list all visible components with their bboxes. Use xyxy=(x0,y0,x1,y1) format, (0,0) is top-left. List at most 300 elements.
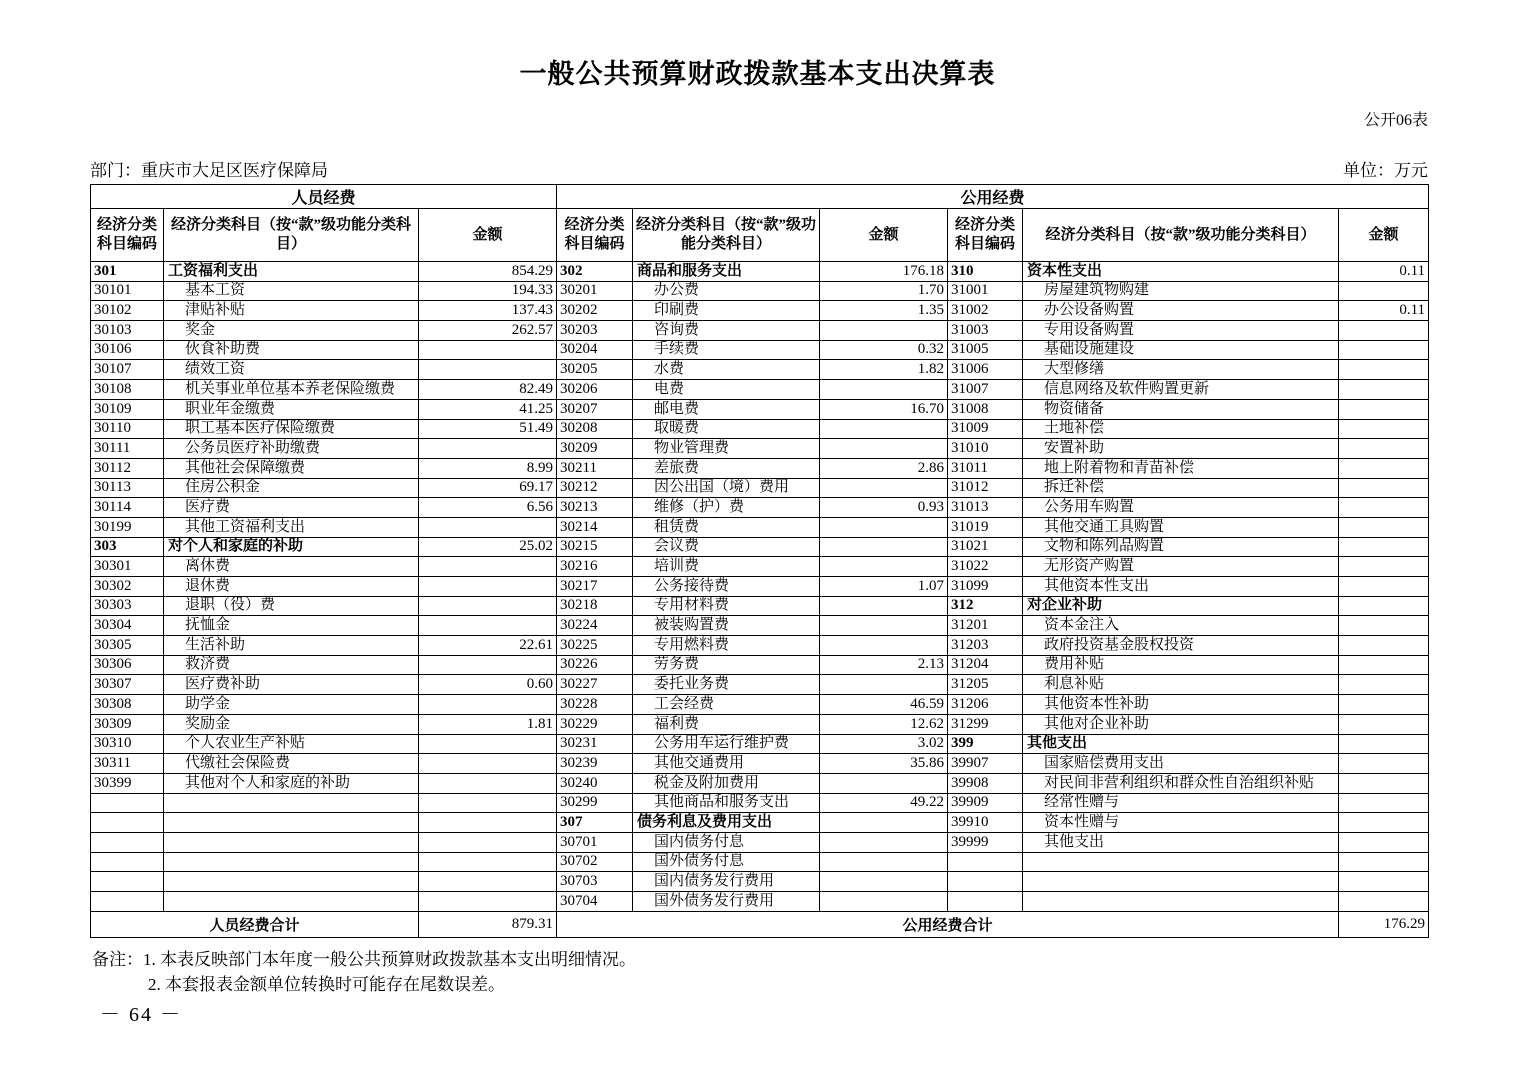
subject-cell: 国外债务发行费用 xyxy=(633,892,820,912)
subject-cell xyxy=(164,793,419,813)
subject-cell: 医疗费补助 xyxy=(164,675,419,695)
amount-cell: 0.93 xyxy=(820,498,948,518)
table-row xyxy=(91,616,1429,636)
table-row xyxy=(91,399,1429,419)
code-cell: 30101 xyxy=(91,281,164,301)
amount-cell: 3.02 xyxy=(820,734,948,754)
amount-cell: 0.32 xyxy=(820,340,948,360)
code-cell xyxy=(91,872,164,892)
code-cell: 30106 xyxy=(91,340,164,360)
amount-cell xyxy=(1339,675,1429,695)
amount-cell: 1.81 xyxy=(419,714,557,734)
code-cell: 30310 xyxy=(91,734,164,754)
subject-cell: 其他对个人和家庭的补助 xyxy=(164,773,419,793)
amount-cell xyxy=(419,517,557,537)
subject-cell: 专用燃料费 xyxy=(633,636,820,656)
subject-cell: 其他交通费用 xyxy=(633,754,820,774)
amount-cell: 35.86 xyxy=(820,754,948,774)
amount-cell: 82.49 xyxy=(419,380,557,400)
table-row xyxy=(91,262,1429,282)
subject-cell: 安置补助 xyxy=(1023,439,1339,459)
column-header-subject: 经济分类科目（按“款”级功能分类科目） xyxy=(633,209,820,262)
code-cell: 30216 xyxy=(557,557,633,577)
code-cell: 31205 xyxy=(948,675,1023,695)
code-cell: 30109 xyxy=(91,399,164,419)
amount-cell xyxy=(1339,360,1429,380)
table-row xyxy=(91,675,1429,695)
table-row xyxy=(91,872,1429,892)
subject-cell: 房屋建筑物购建 xyxy=(1023,281,1339,301)
code-cell: 30212 xyxy=(557,478,633,498)
amount-cell: 2.13 xyxy=(820,655,948,675)
code-cell: 30226 xyxy=(557,655,633,675)
code-cell: 31099 xyxy=(948,577,1023,597)
code-cell: 30303 xyxy=(91,596,164,616)
amount-cell xyxy=(419,616,557,636)
subject-cell: 其他商品和服务支出 xyxy=(633,793,820,813)
amount-cell xyxy=(1339,714,1429,734)
amount-cell: 1.35 xyxy=(820,301,948,321)
amount-cell: 1.07 xyxy=(820,577,948,597)
amount-cell: 1.82 xyxy=(820,360,948,380)
code-cell: 30239 xyxy=(557,754,633,774)
code-cell: 39909 xyxy=(948,793,1023,813)
subject-cell: 其他工资福利支出 xyxy=(164,517,419,537)
amount-cell xyxy=(1339,419,1429,439)
personnel-total-label: 人员经费合计 xyxy=(91,911,419,937)
code-cell: 30199 xyxy=(91,517,164,537)
amount-cell xyxy=(820,832,948,852)
page-number: － 64 － xyxy=(100,1004,182,1026)
subject-cell: 维修（护）费 xyxy=(633,498,820,518)
subject-cell: 福利费 xyxy=(633,714,820,734)
subject-cell: 公务员医疗补助缴费 xyxy=(164,439,419,459)
amount-cell: 46.59 xyxy=(820,695,948,715)
subject-cell: 职业年金缴费 xyxy=(164,399,419,419)
code-cell: 30110 xyxy=(91,419,164,439)
table-row xyxy=(91,419,1429,439)
subject-cell: 公务接待费 xyxy=(633,577,820,597)
amount-cell xyxy=(419,734,557,754)
code-cell xyxy=(948,892,1023,912)
amount-cell: 0.11 xyxy=(1339,301,1429,321)
code-cell: 30215 xyxy=(557,537,633,557)
code-cell: 30207 xyxy=(557,399,633,419)
amount-cell: 41.25 xyxy=(419,399,557,419)
subject-cell: 基本工资 xyxy=(164,281,419,301)
public-section-header: 公用经费 xyxy=(557,185,1429,209)
subject-cell: 办公费 xyxy=(633,281,820,301)
amount-cell xyxy=(1339,636,1429,656)
code-cell: 30113 xyxy=(91,478,164,498)
subject-cell: 手续费 xyxy=(633,340,820,360)
subject-cell: 信息网络及软件购置更新 xyxy=(1023,380,1339,400)
code-cell: 30208 xyxy=(557,419,633,439)
amount-cell xyxy=(1339,852,1429,872)
subject-cell: 办公设备购置 xyxy=(1023,301,1339,321)
subject-cell: 专用材料费 xyxy=(633,596,820,616)
subject-cell: 奖金 xyxy=(164,321,419,341)
amount-cell xyxy=(1339,813,1429,833)
code-cell: 30228 xyxy=(557,695,633,715)
code-cell: 31003 xyxy=(948,321,1023,341)
table-row xyxy=(91,321,1429,341)
subject-cell: 代缴社会保险费 xyxy=(164,754,419,774)
amount-cell xyxy=(820,616,948,636)
column-header-code: 经济分类科目编码 xyxy=(948,209,1023,262)
subject-cell: 公务用车购置 xyxy=(1023,498,1339,518)
table-row xyxy=(91,892,1429,912)
amount-cell: 25.02 xyxy=(419,537,557,557)
subject-cell: 工会经费 xyxy=(633,695,820,715)
column-header-code: 经济分类科目编码 xyxy=(91,209,164,262)
code-cell: 30103 xyxy=(91,321,164,341)
subject-cell: 政府投资基金股权投资 xyxy=(1023,636,1339,656)
code-cell: 31013 xyxy=(948,498,1023,518)
amount-cell xyxy=(1339,596,1429,616)
code-cell: 30107 xyxy=(91,360,164,380)
amount-cell: 176.18 xyxy=(820,262,948,282)
public-total-label: 公用经费合计 xyxy=(557,911,1339,937)
subject-cell: 助学金 xyxy=(164,695,419,715)
amount-cell xyxy=(419,773,557,793)
amount-cell xyxy=(1339,577,1429,597)
public-total-value: 176.29 xyxy=(1339,911,1429,937)
table-row xyxy=(91,852,1429,872)
subject-cell xyxy=(164,832,419,852)
amount-cell xyxy=(820,537,948,557)
note-line-1: 备注：1. 本表反映部门本年度一般公共预算财政拨款基本支出明细情况。 xyxy=(92,949,636,969)
code-cell: 310 xyxy=(948,262,1023,282)
table-row xyxy=(91,793,1429,813)
amount-cell xyxy=(419,813,557,833)
amount-cell: 69.17 xyxy=(419,478,557,498)
amount-cell: 262.57 xyxy=(419,321,557,341)
code-cell: 303 xyxy=(91,537,164,557)
code-cell: 31005 xyxy=(948,340,1023,360)
subject-cell: 抚恤金 xyxy=(164,616,419,636)
subject-cell: 费用补贴 xyxy=(1023,655,1339,675)
subject-cell: 国外债务付息 xyxy=(633,852,820,872)
amount-cell xyxy=(419,852,557,872)
subject-cell: 对企业补助 xyxy=(1023,596,1339,616)
meta-row xyxy=(90,156,1428,181)
code-cell: 30111 xyxy=(91,439,164,459)
personnel-total-value: 879.31 xyxy=(419,911,557,937)
amount-cell xyxy=(1339,517,1429,537)
code-cell: 30214 xyxy=(557,517,633,537)
code-cell: 30704 xyxy=(557,892,633,912)
subject-cell: 其他支出 xyxy=(1023,832,1339,852)
amount-cell xyxy=(1339,793,1429,813)
subject-cell: 其他资本性补助 xyxy=(1023,695,1339,715)
subject-cell: 租赁费 xyxy=(633,517,820,537)
subject-cell: 绩效工资 xyxy=(164,360,419,380)
table-row xyxy=(91,754,1429,774)
table-row xyxy=(91,340,1429,360)
subject-cell: 培训费 xyxy=(633,557,820,577)
subject-cell: 对民间非营利组织和群众性自治组织补贴 xyxy=(1023,773,1339,793)
code-cell: 30202 xyxy=(557,301,633,321)
table-row xyxy=(91,281,1429,301)
amount-cell xyxy=(1339,321,1429,341)
subject-cell: 劳务费 xyxy=(633,655,820,675)
code-cell: 31011 xyxy=(948,458,1023,478)
code-cell: 39999 xyxy=(948,832,1023,852)
subject-cell: 会议费 xyxy=(633,537,820,557)
amount-cell xyxy=(1339,754,1429,774)
subject-cell xyxy=(1023,852,1339,872)
code-cell: 30304 xyxy=(91,616,164,636)
amount-cell: 0.60 xyxy=(419,675,557,695)
code-cell: 30306 xyxy=(91,655,164,675)
subject-cell: 其他对企业补助 xyxy=(1023,714,1339,734)
code-cell: 30204 xyxy=(557,340,633,360)
subject-cell: 个人农业生产补贴 xyxy=(164,734,419,754)
subject-cell: 基础设施建设 xyxy=(1023,340,1339,360)
amount-cell xyxy=(820,380,948,400)
amount-cell xyxy=(820,478,948,498)
amount-cell xyxy=(1339,773,1429,793)
code-cell: 31206 xyxy=(948,695,1023,715)
amount-cell xyxy=(820,675,948,695)
subject-cell: 奖励金 xyxy=(164,714,419,734)
amount-cell xyxy=(1339,872,1429,892)
code-cell: 31021 xyxy=(948,537,1023,557)
amount-cell: 12.62 xyxy=(820,714,948,734)
amount-cell xyxy=(820,596,948,616)
code-cell: 30108 xyxy=(91,380,164,400)
code-cell: 31002 xyxy=(948,301,1023,321)
code-cell: 31008 xyxy=(948,399,1023,419)
amount-cell xyxy=(1339,695,1429,715)
code-cell: 31019 xyxy=(948,517,1023,537)
code-cell: 30114 xyxy=(91,498,164,518)
subject-cell: 商品和服务支出 xyxy=(633,262,820,282)
code-cell: 30308 xyxy=(91,695,164,715)
table-row xyxy=(91,714,1429,734)
amount-cell xyxy=(1339,399,1429,419)
totals-row xyxy=(91,911,1429,937)
code-cell: 31204 xyxy=(948,655,1023,675)
subject-cell: 印刷费 xyxy=(633,301,820,321)
subject-cell: 国家赔偿费用支出 xyxy=(1023,754,1339,774)
subject-cell: 资本性支出 xyxy=(1023,262,1339,282)
code-cell: 30209 xyxy=(557,439,633,459)
amount-cell xyxy=(820,813,948,833)
column-header-subject: 经济分类科目（按“款”级功能分类科目） xyxy=(164,209,419,262)
code-cell: 30112 xyxy=(91,458,164,478)
code-cell: 30701 xyxy=(557,832,633,852)
code-cell xyxy=(91,793,164,813)
table-row xyxy=(91,301,1429,321)
subject-cell: 无形资产购置 xyxy=(1023,557,1339,577)
code-cell: 302 xyxy=(557,262,633,282)
amount-cell xyxy=(419,596,557,616)
amount-cell: 0.11 xyxy=(1339,262,1429,282)
code-cell: 30102 xyxy=(91,301,164,321)
table-row xyxy=(91,655,1429,675)
amount-cell: 49.22 xyxy=(820,793,948,813)
amount-cell xyxy=(419,695,557,715)
subject-cell: 住房公积金 xyxy=(164,478,419,498)
column-header-amount: 金额 xyxy=(1339,209,1429,262)
table-row xyxy=(91,577,1429,597)
subject-cell xyxy=(1023,872,1339,892)
amount-cell xyxy=(820,419,948,439)
amount-cell: 137.43 xyxy=(419,301,557,321)
amount-cell xyxy=(419,655,557,675)
code-cell: 30227 xyxy=(557,675,633,695)
subject-cell: 国内债务付息 xyxy=(633,832,820,852)
amount-cell xyxy=(419,793,557,813)
subject-cell: 国内债务发行费用 xyxy=(633,872,820,892)
subject-cell xyxy=(164,892,419,912)
notes xyxy=(92,947,1515,998)
table-row xyxy=(91,439,1429,459)
subject-cell: 大型修缮 xyxy=(1023,360,1339,380)
expenditure-table xyxy=(90,184,1429,938)
subject-cell: 因公出国（境）费用 xyxy=(633,478,820,498)
code-cell: 31007 xyxy=(948,380,1023,400)
subject-cell: 差旅费 xyxy=(633,458,820,478)
code-cell: 39907 xyxy=(948,754,1023,774)
subject-cell: 职工基本医疗保险缴费 xyxy=(164,419,419,439)
table-row xyxy=(91,557,1429,577)
table-row xyxy=(91,478,1429,498)
amount-cell xyxy=(1339,537,1429,557)
amount-cell: 51.49 xyxy=(419,419,557,439)
subject-cell: 退职（役）费 xyxy=(164,596,419,616)
code-cell: 30399 xyxy=(91,773,164,793)
amount-cell: 194.33 xyxy=(419,281,557,301)
table-row xyxy=(91,498,1429,518)
amount-cell xyxy=(820,773,948,793)
amount-cell xyxy=(820,636,948,656)
code-cell: 312 xyxy=(948,596,1023,616)
amount-cell xyxy=(1339,458,1429,478)
table-row xyxy=(91,380,1429,400)
subject-cell: 拆迁补偿 xyxy=(1023,478,1339,498)
subject-cell xyxy=(1023,892,1339,912)
personnel-section-header: 人员经费 xyxy=(91,185,557,209)
code-cell: 30302 xyxy=(91,577,164,597)
amount-cell xyxy=(820,892,948,912)
subject-cell: 津贴补贴 xyxy=(164,301,419,321)
subject-cell: 税金及附加费用 xyxy=(633,773,820,793)
subject-cell: 咨询费 xyxy=(633,321,820,341)
section-header-row xyxy=(91,185,1429,209)
code-cell: 30211 xyxy=(557,458,633,478)
amount-cell: 2.86 xyxy=(820,458,948,478)
amount-cell xyxy=(1339,439,1429,459)
amount-cell xyxy=(1339,478,1429,498)
amount-cell: 8.99 xyxy=(419,458,557,478)
amount-cell xyxy=(1339,340,1429,360)
code-cell: 30217 xyxy=(557,577,633,597)
amount-cell xyxy=(1339,655,1429,675)
subject-cell xyxy=(164,872,419,892)
subject-cell: 救济费 xyxy=(164,655,419,675)
table-row xyxy=(91,734,1429,754)
code-cell: 31022 xyxy=(948,557,1023,577)
code-cell: 301 xyxy=(91,262,164,282)
subject-cell: 其他资本性支出 xyxy=(1023,577,1339,597)
subject-cell: 伙食补助费 xyxy=(164,340,419,360)
note-line-2: 2. 本套报表金额单位转换时可能存在尾数误差。 xyxy=(148,975,505,995)
code-cell: 30206 xyxy=(557,380,633,400)
subject-cell: 其他交通工具购置 xyxy=(1023,517,1339,537)
subject-cell: 被装购置费 xyxy=(633,616,820,636)
code-cell: 30224 xyxy=(557,616,633,636)
subject-cell: 取暖费 xyxy=(633,419,820,439)
subject-cell: 退休费 xyxy=(164,577,419,597)
table-body xyxy=(91,262,1429,912)
code-cell: 30301 xyxy=(91,557,164,577)
subject-cell: 土地补偿 xyxy=(1023,419,1339,439)
subject-cell: 机关事业单位基本养老保险缴费 xyxy=(164,380,419,400)
amount-cell xyxy=(419,577,557,597)
code-cell: 30205 xyxy=(557,360,633,380)
code-cell: 31203 xyxy=(948,636,1023,656)
column-header-amount: 金额 xyxy=(419,209,557,262)
amount-cell xyxy=(820,321,948,341)
amount-cell xyxy=(1339,557,1429,577)
code-cell: 30240 xyxy=(557,773,633,793)
code-cell: 399 xyxy=(948,734,1023,754)
amount-cell: 22.61 xyxy=(419,636,557,656)
code-cell: 31010 xyxy=(948,439,1023,459)
table-row xyxy=(91,773,1429,793)
code-cell xyxy=(948,852,1023,872)
amount-cell: 6.56 xyxy=(419,498,557,518)
column-header-amount: 金额 xyxy=(820,209,948,262)
code-cell: 31012 xyxy=(948,478,1023,498)
table-code-label: 公开06表 xyxy=(1363,112,1428,129)
amount-cell xyxy=(1339,734,1429,754)
subject-cell: 公务用车运行维护费 xyxy=(633,734,820,754)
amount-cell xyxy=(820,517,948,537)
subject-cell: 电费 xyxy=(633,380,820,400)
subject-cell xyxy=(164,813,419,833)
code-cell xyxy=(91,832,164,852)
table-row xyxy=(91,832,1429,852)
table-row xyxy=(91,695,1429,715)
subject-cell: 资本性赠与 xyxy=(1023,813,1339,833)
column-header-subject: 经济分类科目（按“款”级功能分类科目） xyxy=(1023,209,1339,262)
table-row xyxy=(91,517,1429,537)
amount-cell xyxy=(419,439,557,459)
subject-cell: 水费 xyxy=(633,360,820,380)
code-cell: 39910 xyxy=(948,813,1023,833)
table-row xyxy=(91,813,1429,833)
code-cell xyxy=(91,852,164,872)
amount-cell xyxy=(1339,832,1429,852)
subject-cell xyxy=(164,852,419,872)
code-cell: 30702 xyxy=(557,852,633,872)
code-cell xyxy=(91,892,164,912)
code-cell: 30311 xyxy=(91,754,164,774)
unit-label: 单位：万元 xyxy=(1343,161,1428,180)
subject-cell: 工资福利支出 xyxy=(164,262,419,282)
amount-cell xyxy=(419,892,557,912)
amount-cell xyxy=(419,832,557,852)
code-cell: 31201 xyxy=(948,616,1023,636)
code-cell: 30309 xyxy=(91,714,164,734)
code-cell: 30213 xyxy=(557,498,633,518)
code-cell: 31299 xyxy=(948,714,1023,734)
table-row xyxy=(91,458,1429,478)
